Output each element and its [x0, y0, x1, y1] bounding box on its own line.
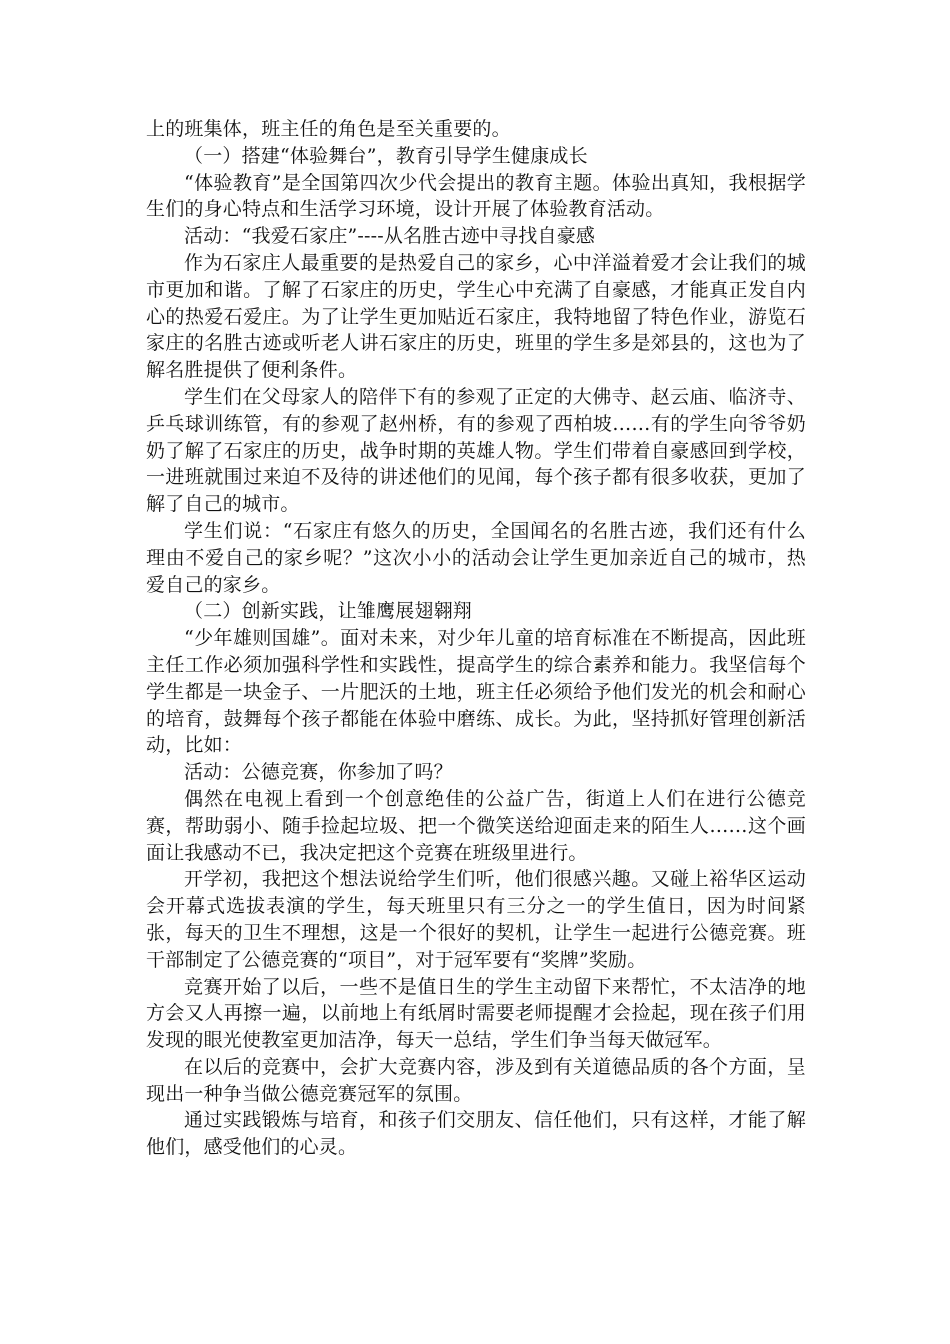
paragraph-experience-education: “体验教育”是全国第四次少代会提出的教育主题。体验出真知，我根据学生们的身心特点和生活学习环境，设计开展了体验教育活动。 — [146, 171, 806, 221]
activity-heading-public-morality: 活动：公德竞赛，你参加了吗？ — [184, 761, 453, 784]
paragraph-continuation: 上的班集体，班主任的角色是至关重要的。 — [146, 118, 511, 140]
activity-heading-love-shijiazhuang: 活动：“我爱石家庄”----从名胜古迹中寻找自豪感 — [184, 225, 596, 248]
paragraph-competition-start: 竞赛开始了以后，一些不是值日生的学生主动留下来帮忙，不太洁净的地方会又人再擦一遍，以前地上有纸屑时需要老师提醒才会捡起，现在孩子们用发现的眼光使教室更加洁净，每天一总结，学生们争当每天做冠军。 — [146, 975, 806, 1052]
paragraph-students-say: 学生们说：“石家庄有悠久的历史，全国闻名的名胜古迹，我们还有什么理由不爱自己的家乡呢？”这次小小的活动会让学生更加亲近自己的城市，热爱自己的家乡。 — [146, 519, 806, 596]
paragraph-innovation: “少年雄则国雄”。面对未来，对少年儿童的培育标准在不断提高，因此班主任工作必须加强科学性和实践性，提高学生的综合素养和能力。我坚信每个学生都是一块金子、一片肥沃的土地，班主任必须给予他们发光的机会和耐心的培育，鼓舞每个孩子都能在体验中磨练、成长。为此，坚持抓好管理创新活动，比如： — [146, 627, 806, 757]
paragraph-hometown: 作为石家庄人最重要的是热爱自己的家乡，心中洋溢着爱才会让我们的城市更加和谐。了解了石家庄的历史，学生心中充满了自豪感，才能真正发自内心的热爱石爱庄。为了让学生更加贴近石家庄，我特地留了特色作业，游览石家庄的名胜古迹或听老人讲石家庄的历史，班里的学生多是郊县的，这也为了解名胜提供了便利条件。 — [146, 251, 806, 382]
document-body — [146, 116, 806, 1161]
paragraph-conclusion: 通过实践锻炼与培育，和孩子们交朋友、信任他们，只有这样，才能了解他们，感受他们的心灵。 — [146, 1109, 806, 1159]
paragraph-future-competition: 在以后的竞赛中，会扩大竞赛内容，涉及到有关道德品质的各个方面，呈现出一种争当做公德竞赛冠军的氛围。 — [146, 1055, 806, 1105]
section-heading-1: （一）搭建“体验舞台”，教育引导学生健康成长 — [184, 144, 588, 167]
paragraph-tv-ad: 偶然在电视上看到一个创意绝佳的公益广告，街道上人们在进行公德竞赛，帮助弱小、随手捡起垃圾、把一个微笑送给迎面走来的陌生人……这个画面让我感动不已，我决定把这个竞赛在班级里进行。 — [146, 787, 806, 864]
paragraph-visits: 学生们在父母家人的陪伴下有的参观了正定的大佛寺、赵云庙、临济寺、乒乓球训练管，有的参观了赵州桥，有的参观了西柏坡……有的学生向爷爷奶奶了解了石家庄的历史，战争时期的英雄人物。学生们带着自豪感回到学校，一进班就围过来迫不及待的讲述他们的见闻，每个孩子都有很多收获，更加了解了自己的城市。 — [146, 385, 806, 516]
paragraph-start-of-term: 开学初，我把这个想法说给学生们听，他们很感兴趣。又碰上裕华区运动会开幕式选拔表演的学生，每天班里只有三分之一的学生值日，因为时间紧张，每天的卫生不理想，这是一个很好的契机，让学生一起进行公德竞赛。班干部制定了公德竞赛的“项目”，对于冠军要有“奖牌”奖励。 — [146, 868, 806, 971]
section-heading-2: （二）创新实践，让雏鹰展翅翱翔 — [184, 600, 473, 623]
